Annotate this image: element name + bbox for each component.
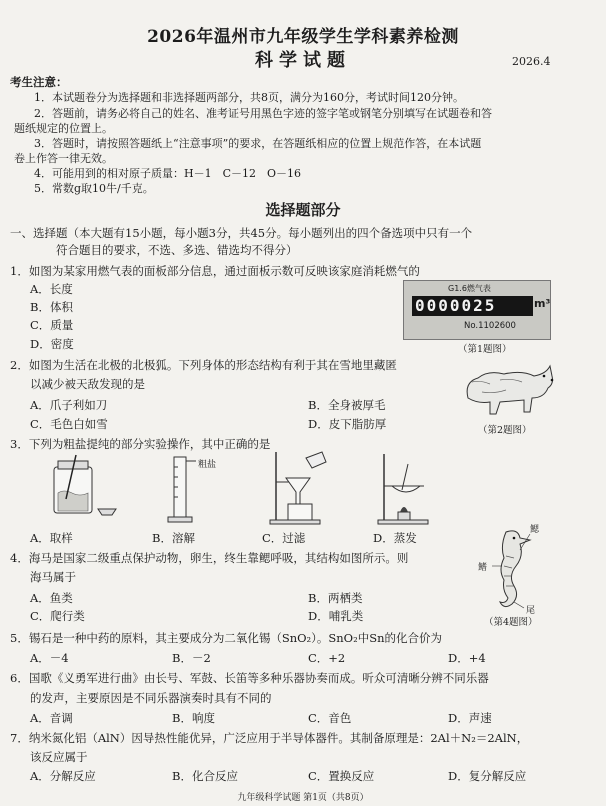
evaporation-illustration: [374, 450, 434, 526]
gas-meter-unit: m³: [534, 297, 551, 310]
q1-option-c: C．质量: [30, 318, 74, 332]
question-7-stem: 7．纳米氮化铝（AlN）因导热性能优异，广泛应用于半导体器件。其制备原理是：2Al＋N₂＝2AlN，: [10, 731, 529, 745]
q2-option-b: B．全身被厚毛: [308, 398, 386, 412]
q1-option-b: B．体积: [30, 300, 73, 314]
q7-option-a: A．分解反应: [30, 769, 96, 783]
q1-option-a: A．长度: [30, 282, 73, 296]
q3-option-a: A．取样: [30, 531, 73, 545]
exam-date: 2026.4: [512, 55, 551, 68]
question-6-stem-cont: 的发声，主要原因是不同乐器演奏时具有不同的: [30, 691, 272, 705]
arctic-fox-illustration: [460, 358, 556, 420]
q3-option-c: C．过滤: [262, 531, 306, 545]
q7-option-b: B．化合反应: [172, 769, 238, 783]
sampling-jar-illustration: [46, 453, 136, 523]
question-2-stem-cont: 以减少被天敌发现的是: [30, 377, 145, 391]
q6-option-a: A．音调: [30, 711, 73, 725]
gas-meter-panel: [403, 280, 551, 340]
salt-label: 粗盐: [198, 460, 217, 470]
q4-option-b: B．两栖类: [308, 591, 363, 605]
q5-option-c: C．+2: [308, 651, 346, 665]
seahorse-label-gill: 鳃: [530, 525, 540, 535]
q6-option-b: B．响度: [172, 711, 215, 725]
q7-option-d: D．复分解反应: [448, 769, 527, 783]
q5-option-d: D．+4: [448, 651, 486, 665]
gas-meter-brand: G1.6燃气表: [448, 284, 491, 293]
question-2-stem: 2．如图为生活在北极的北极狐。下列身体的形态结构有利于其在雪地里藏匿: [10, 358, 397, 372]
q2-option-a: A．爪子利如刀: [30, 398, 108, 412]
part-instruction: 符合题目的要求，不选、多选、错选均不得分）: [56, 243, 298, 257]
question-4-stem-cont: 海马属于: [30, 570, 76, 584]
question-5-stem: 5．锡石是一种中药的原料，其主要成分为二氧化锡（SnO₂）。SnO₂中Sn的化合价为: [10, 631, 442, 645]
q1-option-d: D．密度: [30, 337, 74, 351]
notice-item: 4．可能用到的相对原子质量：H－1 C－12 O－16: [34, 167, 302, 180]
q1-figure-caption: （第1题图）: [458, 344, 512, 355]
notice-item: 1．本试题卷分为选择题和非选择题两部分，共8页，满分为160分，考试时间120分钟。: [34, 91, 464, 104]
question-3-stem: 3．下列为粗盐提纯的部分实验操作，其中正确的是: [10, 437, 271, 451]
exam-subtitle: 科学试题: [255, 50, 351, 71]
q3-option-d: D．蒸发: [373, 531, 417, 545]
question-1-stem: 1．如图为某家用燃气表的面板部分信息，通过面板示数可反映该家庭消耗燃气的: [10, 264, 420, 278]
q3-option-b: B．溶解: [152, 531, 195, 545]
q4-option-d: D．哺乳类: [308, 609, 364, 623]
section-title: 选择题部分: [265, 201, 341, 219]
notice-item: 卷上作答一律无效。: [14, 152, 113, 165]
question-4-stem: 4．海马是国家二级重点保护动物，卵生，终生靠鳃呼吸，其结构如图所示。则: [10, 551, 409, 565]
part-instruction: 一、选择题（本大题有15小题，每小题3分，共45分。每小题列出的四个备选项中只有一个: [10, 226, 473, 240]
gas-meter-reading: 0000025: [412, 296, 533, 316]
q4-option-a: A．鱼类: [30, 591, 73, 605]
filtration-illustration: [268, 448, 338, 526]
q2-figure-caption: （第2题图）: [478, 425, 532, 436]
q5-option-b: B．－2: [172, 651, 211, 665]
notice-item: 3．答题时，请按照答题纸上“注意事项”的要求，在答题纸相应的位置上规范作答，在本试题: [34, 137, 482, 150]
q5-option-a: A．－4: [30, 651, 69, 665]
q6-option-c: C．音色: [308, 711, 352, 725]
q4-figure-caption: （第4题图）: [484, 617, 538, 628]
page-footer: 九年级科学试题 第1页（共8页）: [237, 793, 369, 803]
gas-meter-serial: No.1102600: [464, 321, 516, 331]
q2-option-d: D．皮下脂肪厚: [308, 417, 387, 431]
q4-option-c: C．爬行类: [30, 609, 85, 623]
q6-option-d: D．声速: [448, 711, 492, 725]
notice-item: 2．答题前，请务必将自己的姓名、准考证号用黑色字迹的签字笔或钢笔分别填写在试题卷和答: [34, 107, 492, 120]
q7-option-c: C．置换反应: [308, 769, 375, 783]
notice-item: 5．常数g取10牛/千克。: [34, 182, 154, 195]
question-7-stem-cont: 该反应属于: [30, 750, 88, 764]
notice-item: 题纸规定的位置上。: [14, 122, 113, 135]
seahorse-label-fin: 鳍: [478, 563, 488, 573]
question-6-stem: 6．国歌《义勇军进行曲》由长号、军鼓、长笛等多种乐器协奏而成。听众可清晰分辨不同乐器: [10, 671, 489, 685]
seahorse-illustration: [486, 526, 542, 612]
exam-title: 2026年温州市九年级学生学科素养检测: [147, 27, 459, 47]
notice-heading: 考生注意：: [10, 75, 68, 89]
q2-option-c: C．毛色白如雪: [30, 417, 108, 431]
seahorse-label-tail: 尾: [526, 606, 536, 616]
